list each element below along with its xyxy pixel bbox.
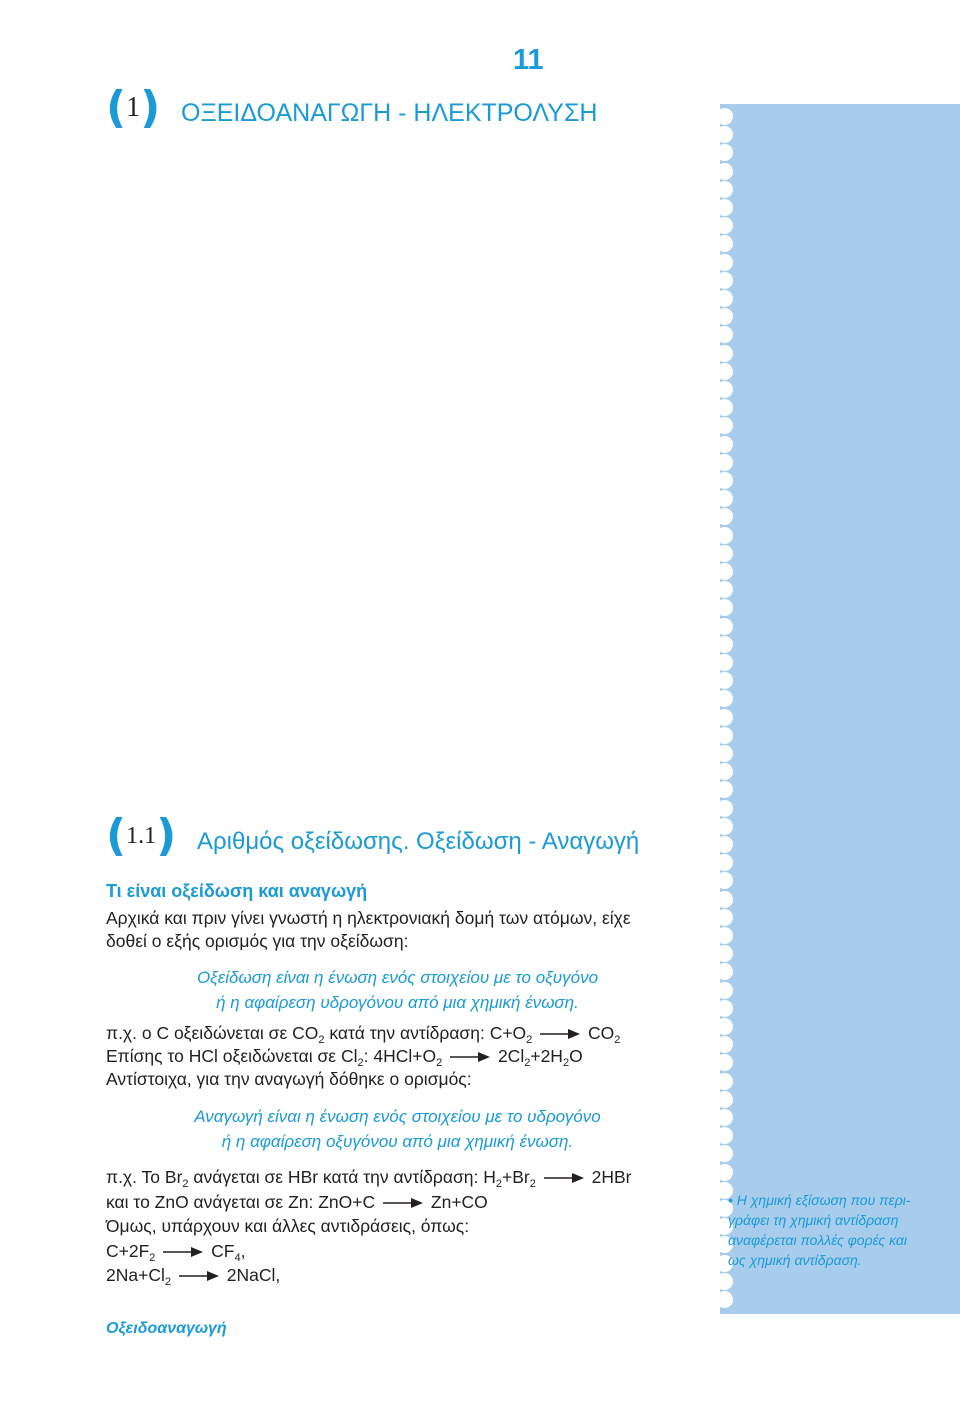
ex1-prod: CO [588,1023,615,1043]
reduction-def-line-2: ή η αφαίρεση οξυγόνου από μια χημική ένωση. [221,1132,574,1151]
section-number [106,812,176,860]
subscript: 2 [526,1034,533,1046]
reduction-def-line-1: Αναγωγή είναι η ένωση ενός στοιχείου με το υδρογόνο [194,1107,601,1126]
binder-hole [716,763,733,780]
section-title: Αριθμός οξείδωσης. Οξείδωση - Αναγωγή [197,828,640,855]
reduction-line-3: Όμως, υπάρχουν και άλλες αντιδράσεις, όπως: [106,1216,470,1236]
subscript: 2 [182,1178,189,1190]
binder-hole [716,345,733,362]
r1-prod: 2HBr [591,1167,632,1187]
binder-hole [716,326,733,343]
binder-hole [716,727,733,744]
reaction-arrow-icon [179,1270,219,1282]
binder-hole [716,217,733,234]
binder-hole [716,636,733,653]
binder-hole [716,1164,733,1181]
binder-hole [716,1291,733,1308]
binder-hole [716,527,733,544]
subscript: 2 [436,1057,443,1069]
r2-prod: Zn+CO [430,1191,488,1212]
binder-hole [716,672,733,689]
r5-pre: 2Na+Cl [106,1265,165,1285]
binder-hole [716,818,733,835]
binder-hole [716,108,733,125]
chapter-title: ΟΞΕΙΔΟΑΝΑΓΩΓΗ - ΗΛΕΚΤΡΟΛΥΣΗ [181,99,598,127]
example-line-3: Αντίστοιχα, για την αναγωγή δόθηκε ο ορισμός: [106,1069,472,1089]
binder-hole [716,126,733,143]
binder-hole [716,1091,733,1108]
reaction-arrow-icon [540,1028,580,1040]
binder-hole [716,454,733,471]
binder-hole [716,618,733,635]
binder-hole [716,654,733,671]
binder-hole [716,472,733,489]
oxidation-def-line-1: Οξείδωση είναι η ένωση ενός στοιχείου με το οξυγόνο [196,968,599,987]
binder-hole [716,982,733,999]
binder-hole [716,254,733,271]
example-line-2 [106,1045,706,1068]
subscript: 2 [357,1057,364,1069]
binder-hole [716,891,733,908]
side-note-line-2: γράφει τη χημική αντίδραση [728,1212,899,1228]
side-note-line-3: αναφέρεται πολλές φορές και [728,1232,908,1248]
binder-hole [716,854,733,871]
subscript: 2 [149,1251,156,1264]
binder-hole [716,163,733,180]
binder-hole [716,963,733,980]
subscript: 2 [318,1034,325,1046]
oxidation-examples [106,1022,706,1091]
reduction-definition [160,1104,635,1154]
subscript: 2 [524,1057,531,1069]
binder-hole [716,181,733,198]
binder-hole [716,709,733,726]
chapter-number [106,84,160,132]
binder-hole [716,308,733,325]
binder-hole [716,1273,733,1290]
binder-hole [716,599,733,616]
bracket-open-icon: ( [106,82,127,133]
chapter-number-text: 1 [126,92,141,123]
margin-sidebar [720,104,960,1314]
ex1-mid: κατά την αντίδραση: C+O [324,1023,527,1043]
r5-prod: 2NaCl, [226,1265,281,1285]
r1-mid: ανάγεται σε HBr κατά την αντίδραση: H [188,1167,496,1187]
binder-hole [716,1054,733,1071]
binder-hole [716,290,733,307]
subscript: 2 [164,1276,171,1288]
binder-hole [716,1109,733,1126]
intro-paragraph [106,907,706,953]
binder-hole [716,381,733,398]
binder-hole [716,399,733,416]
subscript: 2 [529,1178,536,1190]
bracket-open-icon: ( [106,810,127,861]
reduction-line-4 [106,1239,706,1264]
binder-hole [716,1000,733,1017]
binder-hole [716,1145,733,1162]
binder-hole [716,272,733,289]
ex2-pre: Επίσης το HCl οξειδώνεται σε Cl [106,1046,358,1066]
subscript: 2 [562,1057,570,1069]
intro-line-1: Αρχικά και πριν γίνει γνωστή η ηλεκτρονιακή δομή των ατόμων, είχε [106,908,631,928]
binder-hole [716,436,733,453]
binder-hole [716,872,733,889]
binder-hole [716,745,733,762]
binder-hole [716,199,733,216]
subscript: 2 [614,1034,621,1046]
footer-title: Οξειδοαναγωγή [106,1320,227,1337]
ex2-mid: : 4HCl+O [363,1046,437,1066]
binder-hole [716,508,733,525]
intro-line-2: δοθεί ο εξής ορισμός για την οξείδωση: [106,931,409,951]
bracket-close-icon: ) [156,810,177,861]
reduction-line-2 [106,1190,706,1215]
binder-hole [716,1073,733,1090]
binder-hole [716,1036,733,1053]
binder-hole [716,909,733,926]
r4-pre: C+2F [106,1240,150,1261]
side-note [728,1190,953,1270]
binder-hole [716,144,733,161]
page-number: 11 [513,44,544,76]
binder-hole [716,545,733,562]
ex2-p3: O [569,1046,583,1066]
binder-hole [716,781,733,798]
reaction-arrow-icon [383,1197,423,1209]
binder-hole [716,800,733,817]
reduction-examples [106,1165,706,1288]
oxidation-definition [160,965,635,1015]
subscript: 4 [234,1251,241,1264]
reaction-arrow-icon [450,1051,490,1063]
bracket-close-icon: ) [140,82,161,133]
sub-heading: Τι είναι οξείδωση και αναγωγή [106,881,368,901]
binder-hole [716,836,733,853]
ex1-pre: π.χ. ο C οξειδώνεται σε CO [106,1023,319,1043]
r2-pre: και το ZnO ανάγεται σε Zn: ZnO+C [106,1191,376,1212]
binder-hole [716,417,733,434]
binder-hole [716,945,733,962]
side-note-line-1: • Η χημική εξίσωση που περι- [728,1192,911,1208]
binder-hole [716,1127,733,1144]
r4-end: , [240,1240,246,1261]
binder-hole [716,1018,733,1035]
subscript: 2 [495,1178,502,1190]
ex2-p2: +2H [530,1046,563,1066]
binder-hole [716,490,733,507]
reaction-arrow-icon [544,1172,584,1184]
side-note-line-4: ως χημική αντίδραση. [728,1252,862,1268]
binder-hole [716,581,733,598]
example-line-1 [106,1022,706,1045]
r1-plus: +Br [501,1167,530,1187]
binder-hole [716,235,733,252]
r1-pre: π.χ. Το Br [106,1167,183,1187]
binder-hole [716,363,733,380]
oxidation-def-line-2: ή η αφαίρεση υδρογόνου από μια χημική ένωση. [216,993,579,1012]
section-number-text: 1.1 [126,823,157,849]
r4-prod: CF [211,1240,235,1261]
binder-hole [716,927,733,944]
binder-hole [716,563,733,580]
ex2-p1: 2Cl [497,1046,525,1066]
reduction-line-5 [106,1263,706,1288]
binder-hole [716,690,733,707]
reduction-line-1 [106,1165,706,1190]
reaction-arrow-icon [163,1246,203,1258]
